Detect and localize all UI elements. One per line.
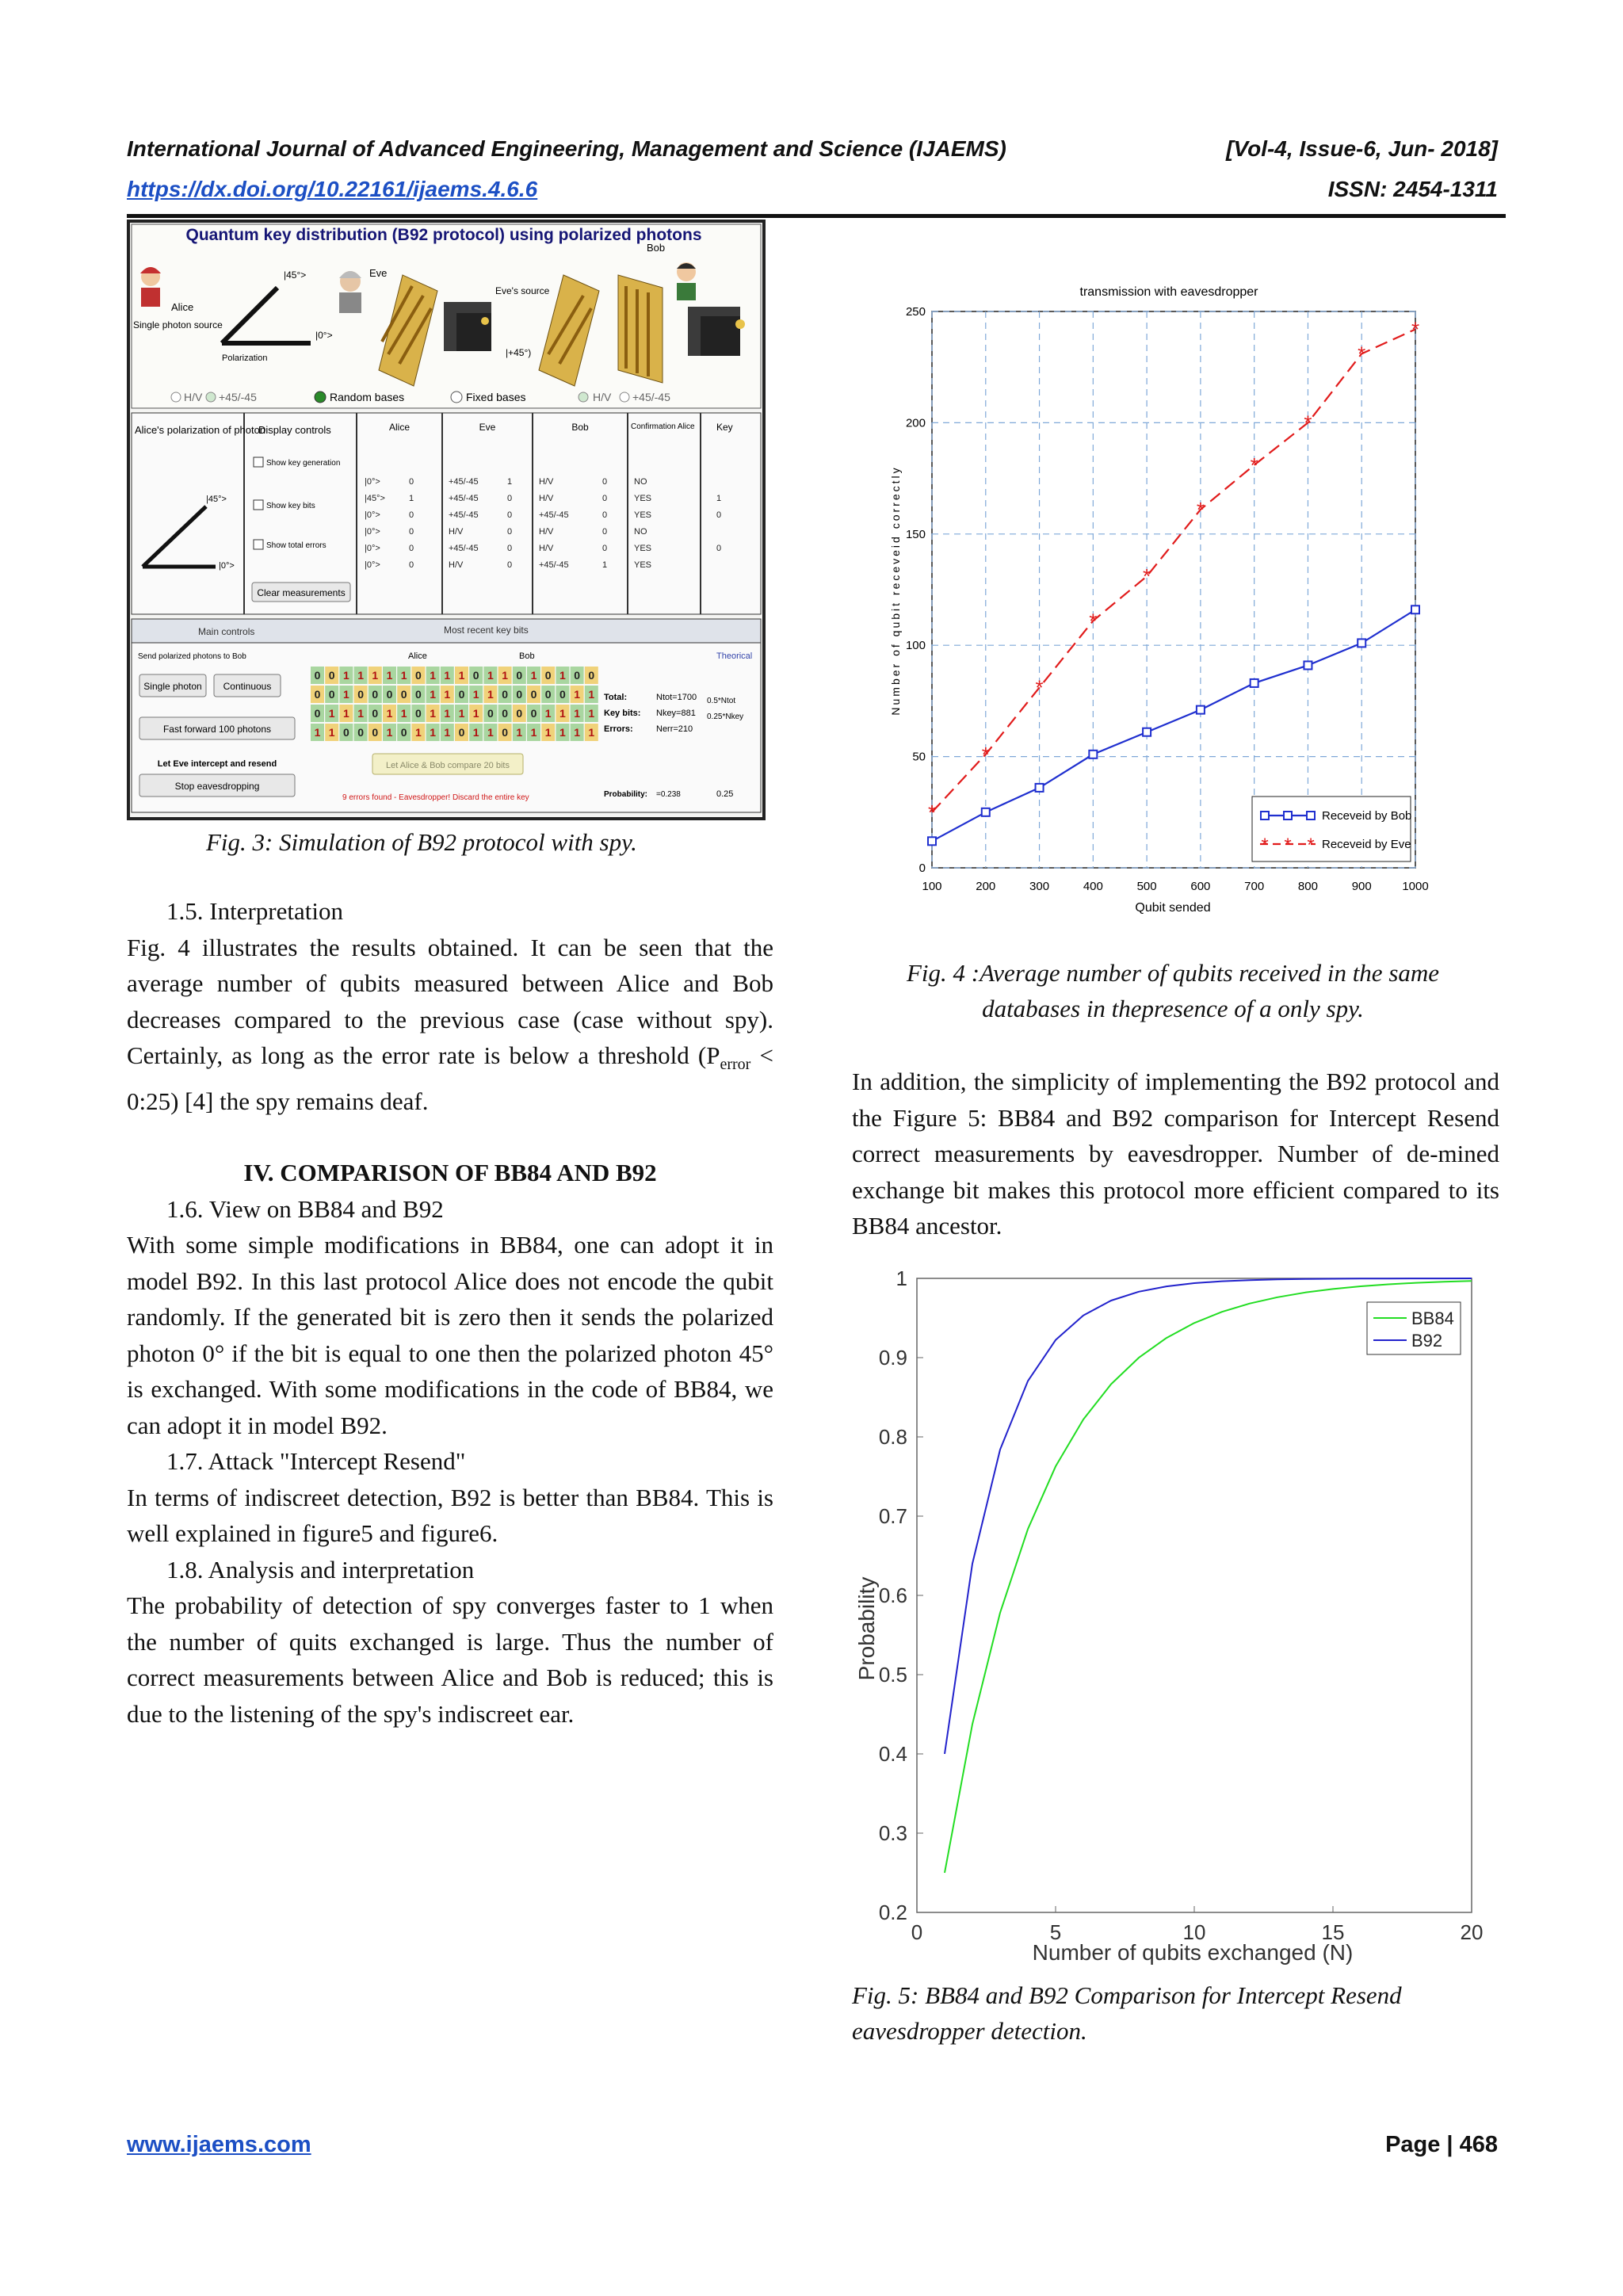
- website-link[interactable]: www.ijaems.com: [127, 2132, 311, 2157]
- fig5-y-tick: 0.4: [878, 1742, 907, 1766]
- theory-ntot: 0.5*Ntot: [707, 697, 736, 705]
- fig4-y-tick: 100: [905, 639, 926, 653]
- eve-outcome-cell: 1: [507, 477, 513, 487]
- confirmation-cell: YES: [634, 494, 652, 503]
- fig4-bob-point: [1251, 679, 1258, 687]
- fig4-eve-point: *: [927, 800, 937, 824]
- show-bits-checkbox[interactable]: [254, 500, 263, 510]
- fig4-legend-marker: *: [1284, 835, 1292, 856]
- alice-val-cell: 0: [409, 560, 414, 570]
- key-bit-value: 0: [516, 688, 523, 701]
- key-bit-value: 1: [487, 726, 494, 739]
- fig4-caption: Fig. 4 :Average number of qubits received in the same databases in thepresence of a only spy.: [906, 959, 1440, 1022]
- fig5-legend-label: BB84: [1411, 1308, 1454, 1328]
- fig3-caption: Fig. 3: Simulation of B92 protocol with spy.: [206, 828, 637, 856]
- fig4-bob-point: [928, 837, 936, 845]
- eve-outcome-cell: 0: [507, 510, 513, 520]
- fig5-y-tick: 0.8: [878, 1425, 907, 1449]
- page-footer: [127, 2132, 1498, 2158]
- col-confirmation: Confirmation Alice: [631, 422, 695, 431]
- key-bit-value: 0: [343, 726, 349, 739]
- alice-val-cell: 0: [409, 544, 414, 553]
- key-bit-value: 0: [314, 669, 321, 682]
- eve-source-label: Eve's source: [495, 285, 550, 296]
- key-bit-value: 1: [343, 669, 349, 682]
- key-bit-value: 0: [574, 669, 580, 682]
- compare-bits-label: Let Alice & Bob compare 20 bits: [386, 761, 510, 770]
- key-bit-value: 1: [400, 707, 407, 720]
- fig4-y-tick: 50: [912, 750, 926, 764]
- col-alice: Alice: [388, 422, 411, 433]
- eve-label: Eve: [369, 267, 388, 279]
- fig5-y-tick: 0.7: [878, 1504, 907, 1528]
- figure-4-chart: [880, 273, 1450, 923]
- page-number: Page | 468: [1385, 2132, 1498, 2157]
- fig4-legend-marker: [1307, 812, 1315, 819]
- alice-val-cell: 0: [409, 510, 414, 520]
- fig4-y-tick: 150: [905, 527, 926, 541]
- key-bit-value: 1: [559, 726, 566, 739]
- key-bit-value: 0: [328, 688, 335, 701]
- radio-random-bases[interactable]: Random bases: [330, 391, 405, 403]
- key-bit-value: 1: [357, 707, 364, 720]
- key-bit-value: 0: [357, 726, 364, 739]
- left-column: [127, 893, 773, 1732]
- show-bits-label: Show key bits: [266, 502, 315, 510]
- key-bit-value: 1: [487, 669, 494, 682]
- fig4-x-tick: 800: [1297, 880, 1318, 893]
- key-bit-value: 1: [458, 669, 465, 682]
- key-bit-value: 0: [386, 688, 393, 701]
- key-bit-value: 0: [372, 707, 379, 720]
- fig4-bob-point: [982, 808, 990, 816]
- fig5-caption: Fig. 5: BB84 and B92 Comparison for Intercept Resend eavesdropper detection.: [852, 1981, 1402, 2045]
- fig4-eve-point: *: [1143, 564, 1151, 589]
- key-bit-value: 1: [472, 688, 479, 701]
- right-column: [852, 1064, 1499, 1244]
- paragraph-1-6: With some simple modifications in BB84, one can adopt it in model B92. In this last protocol Alice does not encode the qubit randomly. If the generated bit is zero then it sends the polarized photon 0° if the bit is equal to one then the polarized photon 45° is exchanged. With some modifications in the code of BB84, we can adopt it in model B92.: [127, 1231, 773, 1439]
- journal-header: [127, 136, 1498, 162]
- key-bit-value: 0: [544, 669, 552, 682]
- alice-val-cell: 1: [409, 494, 414, 503]
- fig4-legend-marker: *: [1307, 835, 1315, 856]
- alice-pol-cell: |0°>: [365, 527, 380, 537]
- photon-source-label: Single photon source: [133, 319, 223, 330]
- clear-measurements-label: Clear measurements: [257, 587, 346, 598]
- key-bit-value: 0: [502, 688, 508, 701]
- bob-outcome-cell: 0: [602, 544, 608, 553]
- eve-basis-cell: H/V: [449, 527, 464, 537]
- fig5-y-tick: 0.2: [878, 1901, 907, 1924]
- key-bit-value: 0: [400, 726, 407, 739]
- key-bit-value: 1: [386, 726, 393, 739]
- confirmation-cell: NO: [634, 477, 647, 487]
- eve-basis-cell: +45/-45: [449, 494, 479, 503]
- nkey-value: Nkey=881: [656, 709, 696, 718]
- radio-hv-bob[interactable]: H/V: [593, 391, 612, 403]
- fig5-x-tick: 20: [1460, 1920, 1484, 1944]
- alice-pol-label: Alice's polarization of photon: [135, 424, 266, 436]
- key-bit-value: 1: [430, 726, 436, 739]
- recent-bits-label: Most recent key bits: [444, 625, 529, 636]
- fig4-eve-point: *: [1196, 497, 1205, 521]
- key-bit-value: 0: [588, 669, 595, 682]
- alice-pol-45: |45°>: [206, 495, 227, 504]
- bob-outcome-cell: 0: [602, 494, 608, 503]
- bob-basis-cell: +45/-45: [539, 560, 569, 570]
- fig5-y-tick: 0.3: [878, 1821, 907, 1845]
- fig4-eve-point: *: [1304, 411, 1312, 435]
- eve-basis-cell: +45/-45: [449, 510, 479, 520]
- paragraph-1-7: In terms of indiscreet detection, B92 is better than BB84. This is well explained in figure5 and figure6.: [127, 1483, 773, 1548]
- section-1-8-heading: 1.8. Analysis and interpretation: [166, 1555, 475, 1584]
- fig4-xlabel: Qubit sended: [1135, 901, 1211, 915]
- eve-outcome-cell: 0: [507, 494, 513, 503]
- confirmation-cell: YES: [634, 544, 652, 553]
- key-bit-value: 0: [502, 707, 508, 720]
- paragraph-1-5: Fig. 4 illustrates the results obtained. It can be seen that the average number of qubits measured between Alice and Bob decreases compared to the previous case (case without spy). Certainly, as long as the error rate is below a threshold ($P_{error}$ < 0:25) [4] the spy remains deaf.: [127, 933, 774, 1115]
- key-bit-value: 0: [530, 707, 537, 720]
- let-eve-label: Let Eve intercept and resend: [157, 759, 277, 769]
- key-bit-value: 1: [400, 669, 407, 682]
- theory-prob: 0.25: [716, 789, 734, 799]
- key-bit-value: 0: [559, 688, 566, 701]
- fig4-eve-point: *: [1250, 453, 1258, 477]
- key-bit-value: 0: [472, 669, 479, 682]
- fig4-legend-marker: *: [1261, 835, 1269, 856]
- fig5-x-tick: 0: [911, 1920, 923, 1944]
- fig4-legend-marker: [1284, 812, 1292, 819]
- radio-hv-alice[interactable]: H/V: [184, 391, 203, 403]
- probability-value: =0.238: [656, 790, 681, 799]
- key-bit-value: 1: [372, 669, 379, 682]
- section-1-6-heading: 1.6. View on BB84 and B92: [166, 1194, 444, 1223]
- key-bit-value: 1: [343, 688, 349, 701]
- eve-basis-cell: +45/-45: [449, 477, 479, 487]
- fig5-x-tick: 5: [1049, 1920, 1062, 1944]
- show-errors-checkbox[interactable]: [254, 540, 263, 549]
- fig5-x-tick: 10: [1182, 1920, 1206, 1944]
- key-bit-value: 0: [458, 726, 465, 739]
- key-bit-value: 1: [444, 726, 451, 739]
- ket-45-label: |45°>: [284, 269, 307, 281]
- fig4-legend-label: Receveid by Eve: [1322, 838, 1411, 851]
- key-bit-value: 0: [372, 688, 379, 701]
- fig4-eve-point: *: [1035, 675, 1044, 700]
- bob-label: Bob: [647, 242, 666, 254]
- header-rule: [127, 214, 1506, 218]
- alice-val-cell: 0: [409, 477, 414, 487]
- journal-title: International Journal of Advanced Engineering, Management and Science (IJAEMS): [127, 136, 1006, 161]
- fig4-y-tick: 200: [905, 416, 926, 430]
- alice-pol-cell: |0°>: [365, 510, 380, 520]
- bob-outcome-cell: 0: [602, 510, 608, 520]
- key-bit-value: 0: [415, 688, 422, 701]
- eve-basis-cell: +45/-45: [449, 544, 479, 553]
- key-bit-value: 0: [516, 669, 523, 682]
- key-bit-value: 0: [314, 707, 321, 720]
- key-bit-value: 1: [386, 707, 393, 720]
- key-bit-value: 1: [357, 669, 364, 682]
- fig4-legend-label: Receveid by Bob: [1322, 809, 1412, 823]
- bob-basis-cell: +45/-45: [539, 510, 569, 520]
- key-cell: 1: [716, 494, 722, 503]
- eve-detector: [444, 302, 491, 351]
- key-bit-value: 1: [430, 707, 436, 720]
- alice-pol-cell: |45°>: [365, 494, 385, 503]
- key-bit-value: 0: [530, 688, 537, 701]
- section-iv-heading: IV. COMPARISON OF BB84 AND B92: [243, 1159, 657, 1187]
- key-bit-value: 1: [386, 669, 393, 682]
- col-eve: Eve: [479, 422, 496, 433]
- radio-fixed-bases[interactable]: Fixed bases: [466, 391, 526, 403]
- key-bit-value: 0: [314, 688, 321, 701]
- fig4-bob-point: [1197, 706, 1205, 714]
- show-errors-label: Show total errors: [266, 541, 327, 550]
- key-bit-value: 0: [357, 688, 364, 701]
- main-controls-label: Main controls: [198, 626, 255, 637]
- radio-pm45-bob[interactable]: +45/-45: [632, 391, 670, 403]
- key-bit-value: 1: [516, 726, 523, 739]
- key-bit-value: 1: [544, 726, 552, 739]
- figure-3-simulation: [127, 220, 766, 820]
- fast-forward-label: Fast forward 100 photons: [162, 724, 272, 735]
- alice-pol-0: |0°>: [219, 561, 235, 571]
- alice-pol-cell: |0°>: [365, 544, 380, 553]
- fig4-title: transmission with eavesdropper: [1079, 285, 1258, 299]
- key-bit-value: 1: [430, 669, 436, 682]
- key-bit-value: 1: [530, 669, 537, 682]
- alice-val-cell: 0: [409, 527, 414, 537]
- eve-outcome-cell: 0: [507, 560, 513, 570]
- ket-0-label: |0°>: [315, 330, 333, 341]
- bob-outcome-cell: 0: [602, 477, 608, 487]
- bits-bob-label: Bob: [519, 651, 535, 661]
- fig4-bob-point: [1036, 784, 1044, 792]
- fig4-bob-point: [1358, 639, 1365, 647]
- radio-pm45-alice[interactable]: +45/-45: [219, 391, 257, 403]
- fig5-y-tick: 0.6: [878, 1584, 907, 1607]
- fig5-y-tick: 0.5: [878, 1663, 907, 1687]
- fig5-y-tick: 0.9: [878, 1346, 907, 1370]
- bob-outcome-cell: 0: [602, 527, 608, 537]
- fig4-bob-point: [1143, 728, 1151, 736]
- fig4-y-tick: 250: [905, 305, 926, 319]
- issn: ISSN: 2454-1311: [1327, 177, 1498, 201]
- col-key: Key: [716, 422, 733, 433]
- fig4-x-tick: 100: [922, 880, 942, 893]
- key-bit-value: 1: [574, 688, 580, 701]
- fig4-eve-point: *: [1411, 317, 1420, 342]
- theorical-label: Theorical: [716, 651, 753, 661]
- ntot-value: Ntot=1700: [656, 693, 697, 702]
- fig4-legend: [1252, 797, 1411, 861]
- bits-alice-label: Alice: [408, 651, 427, 661]
- volume-info: [Vol-4, Issue-6, Jun- 2018]: [1226, 136, 1498, 161]
- key-cell: 0: [716, 544, 722, 553]
- confirmation-cell: YES: [634, 560, 652, 570]
- key-bit-value: 1: [328, 726, 335, 739]
- key-bit-value: 1: [574, 726, 580, 739]
- show-key-label: Show key generation: [266, 459, 341, 468]
- key-bit-value: 1: [458, 707, 465, 720]
- alice-pol-cell: |0°>: [365, 477, 380, 487]
- key-bit-value: 1: [430, 688, 436, 701]
- errors-found-message: 9 errors found - Eavesdropper! Discard the entire key: [342, 793, 529, 802]
- key-bit-value: 0: [516, 707, 523, 720]
- section-1-7-heading: 1.7. Attack "Intercept Resend": [166, 1447, 466, 1476]
- bob-basis-cell: H/V: [539, 494, 554, 503]
- fig4-ylabel: Number of qubit receveid correctly: [889, 465, 902, 716]
- fig4-x-tick: 200: [976, 880, 996, 893]
- theory-nkey: 0.25*Nkey: [707, 712, 744, 721]
- key-bit-value: 1: [588, 688, 595, 701]
- key-bit-value: 1: [544, 707, 552, 720]
- key-bit-value: 1: [444, 669, 451, 682]
- key-bit-value: 1: [415, 726, 422, 739]
- key-bit-value: 1: [444, 688, 451, 701]
- key-bit-value: 1: [530, 726, 537, 739]
- bob-basis-cell: H/V: [539, 527, 554, 537]
- figure-5-chart: [852, 1256, 1494, 1977]
- section-1-5-heading: 1.5. Interpretation: [166, 897, 343, 925]
- key-bit-value: 0: [487, 707, 494, 720]
- key-bit-value: 0: [400, 688, 407, 701]
- key-bit-value: 0: [372, 726, 379, 739]
- fig4-legend-marker: [1261, 812, 1269, 819]
- fig5-ylabel: Probability: [854, 1576, 879, 1681]
- confirmation-cell: NO: [634, 527, 647, 537]
- key-bit-value: 1: [328, 707, 335, 720]
- key-bit-value: 0: [544, 688, 552, 701]
- fig5-y-tick: 1: [896, 1266, 907, 1290]
- continuous-label: Continuous: [223, 681, 272, 692]
- key-bit-value: 1: [588, 707, 595, 720]
- bob-basis-cell: H/V: [539, 477, 554, 487]
- bob-outcome-cell: 1: [602, 560, 608, 570]
- key-bit-value: 1: [574, 707, 580, 720]
- key-bit-value: 1: [487, 688, 494, 701]
- fig4-x-tick: 900: [1351, 880, 1372, 893]
- key-bit-value: 0: [502, 726, 508, 739]
- fig4-x-tick: 1000: [1402, 880, 1429, 893]
- fig5-legend-label: B92: [1411, 1331, 1443, 1350]
- display-controls-label: Display controls: [258, 424, 331, 436]
- eve-outcome-cell: 0: [507, 527, 513, 537]
- bob-detector: [688, 307, 745, 356]
- key-bit-value: 0: [415, 707, 422, 720]
- key-bit-value: 1: [502, 669, 508, 682]
- key-bit-value: 1: [314, 726, 321, 739]
- polarization-label: Polarization: [222, 353, 268, 363]
- key-bit-value: 0: [415, 669, 422, 682]
- fig4-eve-point: *: [1089, 609, 1098, 633]
- bob-basis-cell: H/V: [539, 544, 554, 553]
- fig3-title: Quantum key distribution (B92 protocol) using polarized photons: [185, 226, 702, 244]
- fig4-eve-point: *: [981, 742, 990, 766]
- fig4-bob-point: [1411, 606, 1419, 613]
- probability-label: Probability:: [604, 790, 648, 799]
- send-photons-label: Send polarized photons to Bob: [138, 652, 246, 661]
- key-bit-value: 1: [559, 707, 566, 720]
- stop-eavesdropping-label: Stop eavesdropping: [174, 781, 260, 792]
- fig5-x-tick: 15: [1321, 1920, 1345, 1944]
- single-photon-label: Single photon: [143, 681, 202, 692]
- key-bit-value: 0: [458, 688, 465, 701]
- key-bit-value: 1: [588, 726, 595, 739]
- key-bits-label: Key bits:: [604, 709, 641, 718]
- fig4-x-tick: 500: [1136, 880, 1157, 893]
- errors-label: Errors:: [604, 724, 633, 734]
- key-bit-value: 1: [444, 707, 451, 720]
- alice-pol-cell: |0°>: [365, 560, 380, 570]
- eve-outcome-cell: 0: [507, 544, 513, 553]
- doi-link[interactable]: https://dx.doi.org/10.22161/ijaems.4.6.6: [127, 177, 538, 201]
- key-bit-value: 0: [328, 669, 335, 682]
- fig4-x-tick: 600: [1190, 880, 1211, 893]
- fig4-x-tick: 300: [1029, 880, 1050, 893]
- paragraph-right-1: In addition, the simplicity of implementing the B92 protocol and the Figure 5: BB84 and B92 comparison for Intercept Resend correct measurements by eavesdropper. Number of de-mined exchange bit makes this protocol more efficient compared to its BB84 ancestor.: [852, 1068, 1499, 1240]
- show-key-checkbox[interactable]: [254, 457, 263, 467]
- bob-filter: [618, 275, 663, 383]
- nerr-value: Nerr=210: [656, 724, 693, 734]
- col-bob: Bob: [571, 422, 589, 433]
- key-bit-value: 1: [343, 707, 349, 720]
- fig4-x-tick: 400: [1083, 880, 1103, 893]
- alice-label: Alice: [171, 301, 194, 313]
- fig4-bob-point: [1089, 751, 1097, 758]
- total-label: Total:: [604, 693, 628, 702]
- fig5-xlabel: Number of qubits exchanged (N): [1032, 1940, 1354, 1965]
- key-bit-value: 1: [559, 669, 566, 682]
- fig4-y-tick: 0: [918, 861, 926, 875]
- key-bit-value: 1: [472, 726, 479, 739]
- key-bit-value: 1: [472, 707, 479, 720]
- ket-plus45-label: |+45°): [506, 347, 532, 358]
- confirmation-cell: YES: [634, 510, 652, 520]
- fig4-x-tick: 700: [1244, 880, 1265, 893]
- fig4-eve-point: *: [1358, 342, 1366, 366]
- fig4-bob-point: [1304, 661, 1312, 669]
- eve-basis-cell: H/V: [449, 560, 464, 570]
- key-cell: 0: [716, 510, 722, 520]
- paragraph-1-8: The probability of detection of spy converges faster to 1 when the number of quits exchanged is large. Thus the number of correct measurements between Alice and Bob is reduced; this is due to the listening of the spy's indiscreet ear.: [127, 1591, 773, 1728]
- journal-subheader: [127, 177, 1498, 202]
